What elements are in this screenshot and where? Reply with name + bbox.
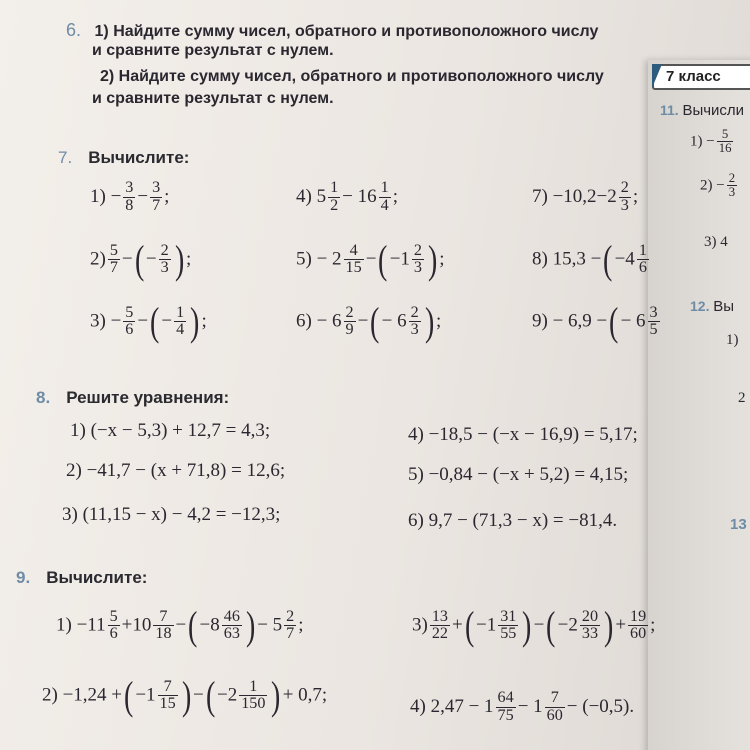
- numerator: 2: [286, 607, 295, 625]
- numerator: 13: [431, 607, 448, 625]
- item-label: 9) − 6,9 −: [532, 310, 608, 332]
- denominator: 16: [718, 141, 732, 156]
- problem-title: Вы: [713, 298, 735, 315]
- denominator: 9: [345, 321, 354, 339]
- operator: −8: [199, 614, 220, 636]
- grade-badge-label: 7 класс: [666, 68, 721, 85]
- problem-number: 8.: [36, 388, 51, 407]
- numerator: 1: [330, 179, 339, 196]
- problem-title: Решите уравнения:: [66, 388, 230, 407]
- right-page-edge: [648, 60, 750, 750]
- denominator: 60: [546, 706, 563, 724]
- item-label: 8) 15,3 −: [532, 248, 602, 270]
- item-label: 4) 2,47 − 1: [410, 695, 494, 717]
- problem-6-line1b: и сравните результат с нулем.: [92, 42, 334, 59]
- fraction: [108, 243, 120, 278]
- fraction: [619, 180, 631, 215]
- right-paren: ): [245, 603, 256, 648]
- right-paren: ): [181, 673, 191, 718]
- item-label: 1): [726, 332, 739, 348]
- numerator: 46: [223, 607, 240, 625]
- operator: −2: [216, 684, 238, 706]
- numerator: 1: [239, 679, 267, 697]
- right-paren: ): [604, 603, 614, 648]
- numerator: 19: [630, 607, 647, 625]
- item-label: 3) 4: [704, 234, 728, 250]
- right-paren: ): [424, 299, 434, 344]
- problem-number: 2: [738, 390, 746, 406]
- fraction: [430, 609, 450, 644]
- operator: +10: [121, 614, 152, 636]
- operator: − 6: [620, 310, 646, 332]
- fraction: [239, 679, 267, 714]
- item-label: 2) −1,24 +: [42, 684, 123, 706]
- operator: −: [145, 248, 157, 270]
- terminator: − (−0,5).: [566, 695, 635, 717]
- numerator: 2: [728, 171, 736, 185]
- denominator: 18: [155, 625, 172, 643]
- fraction: [344, 305, 356, 340]
- fraction: [153, 609, 173, 644]
- operator: − 1: [517, 695, 543, 717]
- item-label: 3) −: [90, 310, 122, 332]
- operator: − 5: [257, 614, 283, 636]
- operator: − 6: [381, 310, 407, 332]
- denominator: 2: [330, 196, 339, 214]
- numerator: 1: [380, 179, 389, 196]
- terminator: ;: [650, 614, 656, 636]
- problem-7-item-8: [532, 237, 651, 282]
- denominator: 4: [380, 196, 389, 214]
- terminator: + 0,7;: [282, 684, 328, 706]
- fraction: [123, 180, 135, 215]
- problem-9-item-1: [56, 603, 304, 648]
- fraction: [409, 305, 421, 340]
- fraction: [158, 679, 178, 714]
- terminator: ;: [201, 310, 207, 332]
- denominator: 3: [620, 196, 629, 214]
- item-label: 1) −: [90, 185, 122, 207]
- fraction: [344, 243, 364, 278]
- item-label: 1) −11: [56, 614, 106, 636]
- left-paren: (: [134, 237, 144, 282]
- right-11-item2: [700, 172, 739, 200]
- numerator: 5: [717, 128, 734, 142]
- numerator: 7: [545, 690, 565, 708]
- problem-title: Вычислите:: [46, 568, 148, 587]
- problem-title: Вычисли: [682, 102, 745, 119]
- fraction: [498, 609, 518, 644]
- terminator: ;: [164, 185, 170, 207]
- right-11-item3: [704, 234, 728, 251]
- terminator: ;: [186, 248, 192, 270]
- operator: −: [137, 185, 149, 207]
- denominator: 3: [410, 321, 419, 339]
- operator: −: [121, 248, 133, 270]
- problem-number: 6.: [66, 20, 82, 40]
- equation-4: 4) −18,5 − (−x − 16,9) = 5,17;: [408, 424, 638, 445]
- item-label: 7) −10,2−2: [532, 185, 617, 207]
- problem-7-item-6: [296, 299, 442, 344]
- item-label: 2) −: [700, 177, 725, 194]
- fraction: [412, 243, 424, 278]
- numerator: 3: [125, 179, 134, 196]
- terminator: ;: [435, 310, 442, 332]
- denominator: 3: [728, 185, 736, 200]
- item-label: 3): [412, 614, 428, 636]
- fraction: [717, 128, 734, 156]
- fraction: [379, 180, 391, 215]
- fraction: [545, 690, 565, 725]
- fraction: [174, 305, 186, 340]
- right-problem-12: [690, 298, 734, 316]
- problem-9-item-4: [410, 690, 634, 725]
- numerator: 64: [497, 689, 514, 706]
- problem-number: 12.: [690, 298, 710, 314]
- equation-1: 1) (−x − 5,3) + 12,7 = 4,3;: [70, 420, 271, 441]
- numerator: 5: [125, 303, 134, 321]
- denominator: 7: [286, 625, 295, 643]
- operator: −4: [614, 248, 635, 270]
- fraction: [150, 180, 162, 215]
- denominator: 6: [109, 625, 118, 643]
- fraction: [580, 609, 600, 644]
- fraction: [637, 243, 649, 278]
- left-paren: (: [205, 673, 215, 718]
- problem-7-item-2: [90, 237, 192, 282]
- problem-text: 1) Найдите сумму чисел, обратного и противоположного числу: [94, 23, 599, 40]
- problem-9-item-2: [42, 673, 328, 718]
- right-problem-13: [730, 516, 747, 533]
- problem-6-line1: [66, 20, 598, 41]
- terminator: ;: [298, 614, 304, 636]
- denominator: 55: [500, 625, 517, 643]
- item-label: 6) − 6: [296, 310, 342, 332]
- problem-8-header: [36, 388, 229, 408]
- fraction: [648, 305, 660, 340]
- fraction: [628, 609, 648, 644]
- operator: +: [451, 614, 463, 636]
- left-paren: (: [370, 299, 380, 344]
- numerator: 5: [109, 241, 118, 259]
- item-label: 5) − 2: [296, 248, 342, 270]
- denominator: 22: [431, 625, 448, 643]
- equation-3: 3) (11,15 − x) − 4,2 = −12,3;: [62, 504, 281, 525]
- left-paren: (: [464, 603, 474, 648]
- operator: −: [533, 614, 545, 636]
- item-label: 4) 5: [296, 185, 327, 207]
- numerator: 31: [500, 607, 517, 625]
- grade-badge: [652, 64, 750, 90]
- fraction: [108, 609, 120, 644]
- problem-number: 9.: [16, 568, 31, 587]
- problem-7-item-9: [532, 299, 662, 344]
- left-paren: (: [609, 299, 619, 344]
- left-paren: (: [603, 237, 613, 282]
- right-11-item1: [690, 128, 735, 156]
- left-paren: (: [378, 237, 388, 282]
- left-paren: (: [188, 603, 198, 648]
- right-problem-11: [660, 102, 744, 120]
- numerator: 4: [344, 243, 364, 261]
- denominator: 5: [649, 321, 658, 339]
- denominator: 63: [223, 625, 240, 643]
- problem-7-header: [58, 148, 189, 168]
- numerator: 2: [160, 241, 169, 259]
- problem-title: Вычислите:: [88, 148, 190, 167]
- numerator: 1: [638, 241, 647, 259]
- numerator: 3: [152, 179, 161, 196]
- denominator: 7: [109, 259, 118, 277]
- denominator: 60: [630, 625, 647, 643]
- problem-7-item-5: [296, 237, 445, 282]
- denominator: 3: [160, 259, 169, 277]
- left-paren: (: [150, 299, 160, 344]
- numerator: 3: [649, 303, 658, 321]
- numerator: 2: [413, 241, 422, 259]
- operator: − 16: [342, 185, 377, 207]
- problem-7-item-4: [296, 180, 398, 215]
- right-paren: ): [174, 237, 185, 282]
- denominator: 7: [152, 196, 161, 214]
- item-label: 2): [90, 248, 106, 270]
- numerator: 20: [581, 607, 599, 625]
- right-problem-2: [738, 390, 746, 407]
- equation-2: 2) −41,7 − (x + 71,8) = 12,6;: [66, 460, 286, 481]
- denominator: 33: [581, 625, 599, 643]
- denominator: 150: [241, 695, 266, 713]
- right-paren: ): [522, 603, 532, 648]
- operator: +: [615, 614, 627, 636]
- fraction: [123, 305, 135, 340]
- operator: −: [175, 614, 187, 636]
- terminator: ;: [392, 185, 398, 207]
- operator: −: [161, 310, 173, 332]
- denominator: 75: [497, 706, 514, 724]
- equation-6: 6) 9,7 − (71,3 − x) = −81,4.: [408, 510, 618, 531]
- problem-6-line2: 2) Найдите сумму чисел, обратного и противоположного числу: [100, 68, 604, 85]
- badge-corner-icon: [652, 64, 662, 88]
- equation-5: 5) −0,84 − (−x + 5,2) = 4,15;: [408, 464, 629, 485]
- left-paren: (: [546, 603, 556, 648]
- denominator: 6: [638, 259, 647, 277]
- problem-number: 11.: [660, 102, 679, 118]
- problem-6-line2b: и сравните результат с нулем.: [92, 90, 334, 107]
- denominator: 3: [413, 259, 422, 277]
- problem-7-item-7: [532, 180, 638, 215]
- operator: −: [365, 248, 377, 270]
- numerator: 7: [153, 609, 173, 627]
- problem-7-item-3: [90, 299, 207, 344]
- denominator: 8: [125, 196, 134, 214]
- fraction: [328, 180, 340, 215]
- left-paren: (: [124, 673, 134, 718]
- right-paren: ): [427, 237, 438, 282]
- terminator: ;: [632, 185, 639, 207]
- operator: −1: [475, 614, 497, 636]
- numerator: 2: [410, 303, 419, 321]
- operator: −2: [557, 614, 578, 636]
- operator: −1: [389, 248, 410, 270]
- operator: −: [137, 310, 149, 332]
- problem-7-item-1: [90, 180, 169, 215]
- problem-9-header: [16, 568, 147, 588]
- fraction: [159, 243, 171, 278]
- numerator: 5: [109, 607, 118, 625]
- numerator: 1: [176, 303, 185, 321]
- numerator: 2: [345, 303, 354, 321]
- fraction: [496, 690, 516, 725]
- problem-number: 7.: [58, 148, 73, 167]
- problem-9-item-3: [412, 603, 656, 648]
- denominator: 15: [345, 259, 362, 277]
- fraction: [222, 609, 242, 644]
- right-12-item1: [726, 332, 739, 349]
- right-paren: ): [190, 299, 200, 344]
- operator: −1: [135, 684, 156, 706]
- denominator: 4: [176, 321, 185, 339]
- fraction: [284, 609, 296, 644]
- numerator: 2: [620, 179, 629, 196]
- item-label: 1) −: [690, 133, 715, 150]
- operator: −: [357, 310, 369, 332]
- terminator: ;: [439, 248, 445, 270]
- denominator: 6: [125, 321, 134, 339]
- problem-number: 13: [730, 516, 747, 533]
- numerator: 7: [158, 679, 178, 697]
- operator: −: [192, 684, 204, 706]
- fraction: [727, 172, 737, 200]
- right-paren: ): [271, 673, 281, 718]
- denominator: 15: [159, 695, 176, 713]
